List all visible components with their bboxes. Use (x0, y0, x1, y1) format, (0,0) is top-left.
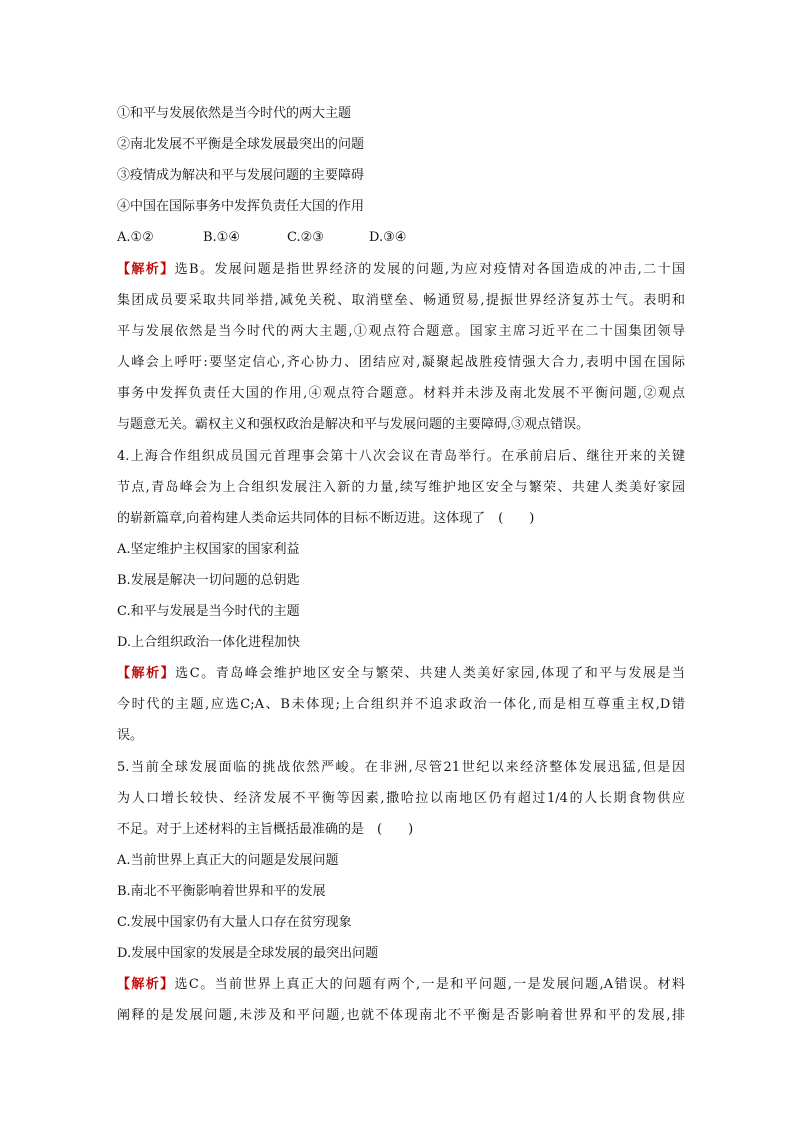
analysis-tag: 【解析】 (117, 262, 175, 277)
q4-option-a: A.坚定维护主权国家的国家利益 (117, 542, 300, 557)
q5-option-a: A.当前世界上真正大的问题是发展问题 (117, 853, 339, 868)
q4-stem-line-1: 4.上海合作组织成员国元首理事会第十八次会议在青岛举行。在承前启后、继往开来的关键 (117, 449, 685, 464)
q5-stem-line-1: 5.当前全球发展面临的挑战依然严峻。在非洲,尽管21世纪以来经济整体发展迅猛,但是因 (117, 760, 685, 775)
q5-analysis-line-2: 阐释的是发展问题,未涉及和平问题,也就不体现南北不平衡是否影响着世界和平的发展,排 (117, 1008, 685, 1023)
q3-option-c: C.②③ (287, 230, 324, 245)
q5-stem-line-3: 不足。对于上述材料的主旨概括最准确的是 ( ) (117, 822, 414, 837)
q5-analysis-line-1: 【解析】选C。当前世界上真正大的问题有两个,一是和平问题,一是发展问题,A错误。材料 (117, 977, 685, 992)
q3-analysis-line-3: 平与发展依然是当今时代的两大主题,①观点符合题意。国家主席习近平在二十国集团领导 (117, 324, 685, 339)
q4-option-c: C.和平与发展是当今时代的主题 (117, 604, 300, 619)
q3-statement-4: ④中国在国际事务中发挥负责任大国的作用 (117, 199, 365, 214)
q3-option-d: D.③④ (369, 230, 407, 245)
analysis-tag: 【解析】 (117, 666, 176, 681)
q3-analysis-line-5: 事务中发挥负责任大国的作用,④观点符合题意。材料并未涉及南北发展不平衡问题,②观点 (117, 386, 685, 401)
analysis-tag: 【解析】 (117, 977, 175, 992)
q3-analysis-line-2: 集团成员要采取共同举措,减免关税、取消壁垒、畅通贸易,提振世界经济复苏士气。表明和 (117, 293, 685, 308)
q3-statement-2: ②南北发展不平衡是全球发展最突出的问题 (117, 137, 365, 152)
q3-analysis-line-4: 人峰会上呼吁:要坚定信心,齐心协力、团结应对,凝聚起战胜疫情强大合力,表明中国在国际 (117, 355, 685, 370)
q4-option-d: D.上合组织政治一体化进程加快 (117, 635, 301, 650)
q4-stem-line-2: 节点,青岛峰会为上合组织发展注入新的力量,续写维护地区安全与繁荣、共建人类美好家园 (117, 480, 685, 495)
q4-analysis-line-1: 【解析】选C。青岛峰会维护地区安全与繁荣、共建人类美好家园,体现了和平与发展是当 (117, 666, 685, 681)
q3-option-a: A.①② (117, 230, 154, 245)
q5-option-b: B.南北不平衡影响着世界和平的发展 (117, 884, 326, 899)
q5-stem-line-2: 为人口增长较快、经济发展不平衡等因素,撒哈拉以南地区仍有超过1/4的人长期食物供应 (117, 791, 685, 806)
q3-statement-3: ③疫情成为解决和平与发展问题的主要障碍 (117, 168, 365, 183)
q4-stem-line-3: 的崭新篇章,向着构建人类命运共同体的目标不断迈进。这体现了 ( ) (117, 511, 535, 526)
q3-statement-1: ①和平与发展依然是当今时代的两大主题 (117, 106, 352, 121)
q4-analysis-line-2: 今时代的主题,应选C;A、B未体现;上合组织并不追求政治一体化,而是相互尊重主权,D错 (117, 697, 685, 712)
q5-option-d: D.发展中国家的发展是全球发展的最突出问题 (117, 946, 379, 961)
q4-option-b: B.发展是解决一切问题的总钥匙 (117, 573, 300, 588)
q4-analysis-line-3: 误。 (117, 728, 144, 743)
q5-option-c: C.发展中国家仍有大量人口存在贫穷现象 (117, 915, 352, 930)
q3-option-b: B.①④ (203, 230, 240, 245)
q3-analysis-line-6: 与题意无关。霸权主义和强权政治是解决和平与发展问题的主要障碍,③观点错误。 (117, 417, 590, 432)
q3-analysis-line-1: 【解析】选B。发展问题是指世界经济的发展的问题,为应对疫情对各国造成的冲击,二十国 (117, 262, 685, 277)
